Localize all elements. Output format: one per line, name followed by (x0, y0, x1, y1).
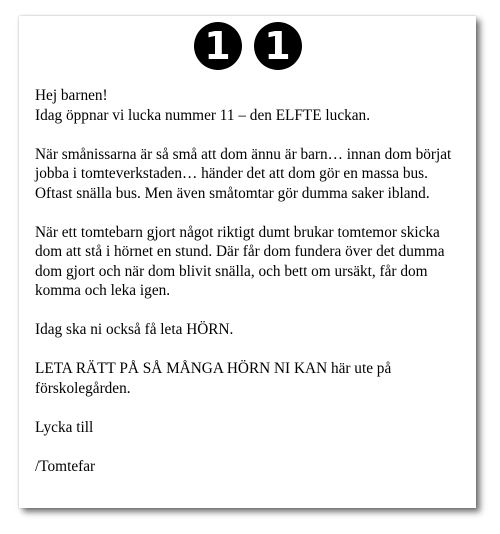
paragraph-2: När ett tomtebarn gjort något riktigt dumt brukar tomtemor skicka dom att stå i hörnet en stund. Där får dom fundera över det dumma dom gjort och när dom blivit snälla, och bett om ursäkt, får dom komma och leka igen. (35, 223, 445, 299)
signature: /Tomtefar (35, 457, 96, 475)
paragraph-4: LETA RÄTT PÅ SÅ MÅNGA HÖRN NI KAN här ute på förskolegården. (35, 360, 392, 397)
greeting: Hej barnen! (35, 87, 108, 104)
digit-badge-right: 1 (254, 22, 302, 70)
letter-page (19, 16, 476, 508)
paragraph-3: Idag ska ni också få leta HÖRN. (35, 321, 234, 338)
paragraph-1: När smånissarna är så små att dom ännu är barn… innan dom börjat jobba i tomteverkstaden… händer det att dom gör en massa bus. Oftast snälla bus. Men även småtomtar gör dumma saker ibland. (35, 145, 452, 202)
opening (35, 86, 460, 125)
closing: Lycka till (35, 418, 94, 436)
digit-badge-left: 1 (194, 22, 242, 70)
letter-body (35, 86, 460, 476)
door-number (19, 22, 476, 70)
intro: Idag öppnar vi lucka nummer 11 – den ELFTE luckan. (35, 106, 371, 124)
